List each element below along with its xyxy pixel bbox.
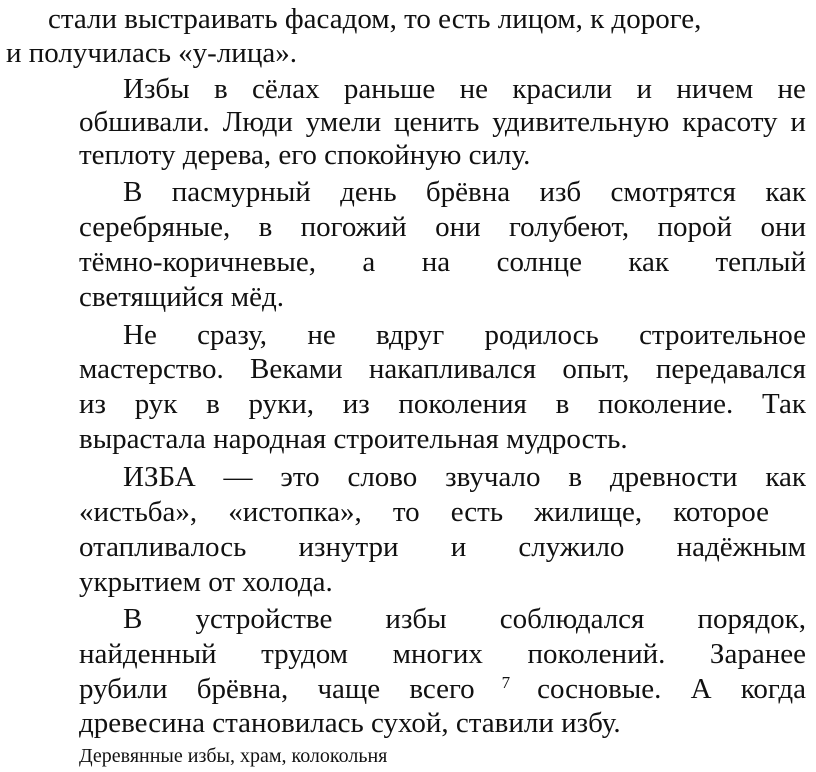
word: то xyxy=(392,496,420,528)
word: соблюдался xyxy=(499,603,645,635)
text-line-20-start: рубили брёвна, чаще всего xyxy=(79,673,475,705)
word: жилище, xyxy=(534,496,643,528)
text-line-7 xyxy=(79,210,806,244)
word: накапливался xyxy=(368,353,537,385)
word: слово xyxy=(347,461,418,493)
text-line-8 xyxy=(79,245,806,279)
text-line-5: теплоту дерева, его спокойную силу. xyxy=(79,139,531,171)
word: и xyxy=(636,73,653,105)
word: раньше xyxy=(343,73,436,105)
word: — xyxy=(223,461,253,493)
word: Не xyxy=(123,319,157,351)
word: голубеют, xyxy=(509,211,630,243)
word: красили xyxy=(512,73,613,105)
word: многих xyxy=(392,638,483,670)
word: есть xyxy=(450,496,504,528)
text-line-21: древесина становилась сухой, ставили избу. xyxy=(79,707,621,739)
word: не xyxy=(459,73,488,105)
word: красоту xyxy=(682,106,778,138)
word: они xyxy=(435,211,481,243)
text-line-13: вырастала народная строительная мудрость. xyxy=(79,423,628,455)
word: Заранее xyxy=(709,638,806,670)
word: из xyxy=(342,388,370,420)
word: не xyxy=(777,73,806,105)
word: поколения xyxy=(398,388,527,420)
word: а xyxy=(362,246,376,278)
word: надёжным xyxy=(676,531,806,563)
word: тёмно-коричневые, xyxy=(79,246,316,278)
word: Избы xyxy=(123,73,190,105)
text-line-19 xyxy=(79,637,806,671)
word: порядок, xyxy=(697,603,806,635)
text-line-6 xyxy=(123,175,806,209)
word: вдруг xyxy=(376,319,445,351)
word: в xyxy=(568,461,583,493)
word: погожий xyxy=(300,211,407,243)
text-line-18 xyxy=(123,602,806,636)
word: ничем xyxy=(676,73,754,105)
word: Так xyxy=(761,388,806,420)
word: изнутри xyxy=(298,531,399,563)
word: Веками xyxy=(250,353,343,385)
word: Люди xyxy=(222,106,293,138)
image-caption: Деревянные избы, храм, колокольня xyxy=(79,745,388,767)
word: и xyxy=(790,106,806,138)
word: служило xyxy=(518,531,625,563)
word: в xyxy=(555,388,570,420)
word: руки, xyxy=(248,388,314,420)
word: и xyxy=(450,531,467,563)
word: в xyxy=(213,73,228,105)
word: обшивали. xyxy=(79,106,210,138)
word: день xyxy=(340,176,397,208)
word: пасмурный xyxy=(171,176,311,208)
text-line-11 xyxy=(79,352,806,386)
word: поколение. xyxy=(597,388,734,420)
text-line-10 xyxy=(123,318,806,352)
word: серебряные, xyxy=(79,211,231,243)
word: это xyxy=(280,461,320,493)
word: «истопка», xyxy=(228,496,362,528)
word: избы xyxy=(385,603,447,635)
word: передавался xyxy=(655,353,806,385)
word: мастерство. xyxy=(79,353,224,385)
text-line-14 xyxy=(123,460,806,494)
word: они xyxy=(760,211,806,243)
word: смотрятся xyxy=(610,176,736,208)
word: звучало xyxy=(445,461,541,493)
word: В xyxy=(123,176,143,208)
word: как xyxy=(628,246,670,278)
word: солнце xyxy=(496,246,582,278)
word: сёлах xyxy=(252,73,320,105)
word: как xyxy=(765,176,806,208)
text-line-12 xyxy=(79,387,806,421)
word: умели xyxy=(305,106,382,138)
word: отапливалось xyxy=(79,531,247,563)
word: сразу, xyxy=(197,319,268,351)
word: порой xyxy=(657,211,733,243)
word: В xyxy=(123,603,143,635)
word: изб xyxy=(539,176,582,208)
word: на xyxy=(421,246,451,278)
text-line-2: и получилась «у-лица». xyxy=(6,37,297,69)
text-line-20-end: сосновые. А когда xyxy=(537,673,806,705)
word: удивительную xyxy=(492,106,670,138)
word: ИЗБА xyxy=(123,461,196,493)
text-line-4 xyxy=(79,105,806,139)
word: «истьба», xyxy=(79,496,198,528)
word: древности xyxy=(609,461,738,493)
text-line-9: светящийся мёд. xyxy=(79,281,284,313)
text-line-17: укрытием от холода. xyxy=(79,566,333,598)
word: устройстве xyxy=(195,603,333,635)
word: поколений. xyxy=(527,638,666,670)
word: из xyxy=(79,388,106,420)
word: не xyxy=(307,319,336,351)
word: в xyxy=(258,211,273,243)
text-line-15 xyxy=(79,495,769,529)
word: рук xyxy=(134,388,178,420)
word: опыт, xyxy=(562,353,630,385)
text-line-20 xyxy=(79,672,806,706)
word: трудом xyxy=(261,638,349,670)
word: как xyxy=(765,461,806,493)
word: найденный xyxy=(79,638,217,670)
word: в xyxy=(206,388,220,420)
word: брёвна xyxy=(425,176,511,208)
word: теплый xyxy=(715,246,806,278)
word: ценить xyxy=(394,106,480,138)
text-line-3 xyxy=(123,72,806,106)
footnote-mark: 7 xyxy=(501,673,511,692)
text-line-16 xyxy=(79,530,806,564)
word: строительное xyxy=(639,319,806,351)
word: которое xyxy=(673,496,769,528)
word: родилось xyxy=(484,319,599,351)
text-line-1: стали выстраивать фасадом, то есть лицом, к дороге, xyxy=(48,3,702,35)
